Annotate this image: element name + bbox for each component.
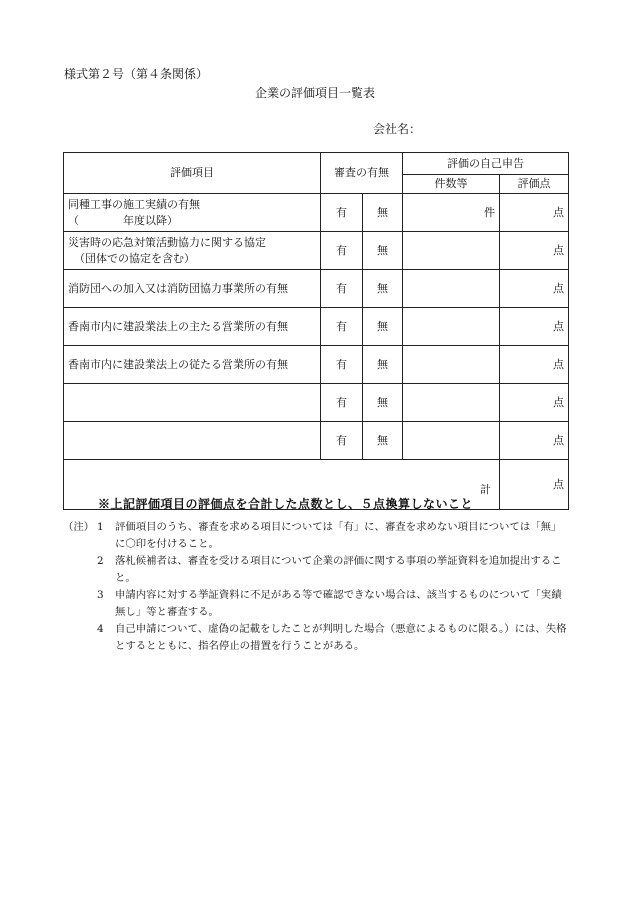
- evaluation-item-cell: [64, 270, 321, 308]
- review-no-option-text: 無: [377, 319, 388, 333]
- note-lead: [63, 553, 97, 587]
- evaluation-item-label: 香南市内に建設業法上の主たる営業所の有無: [68, 319, 288, 333]
- document-title: 企業の評価項目一覧表: [254, 86, 375, 100]
- points-cell-text: 点: [553, 243, 564, 257]
- points-cell-text: 点: [553, 319, 564, 333]
- evaluation-item-label: 香南市内に建設業法上の従たる営業所の有無: [68, 357, 288, 371]
- review-no-option[interactable]: [363, 346, 403, 384]
- evaluation-row: [64, 194, 569, 232]
- review-no-option[interactable]: [363, 308, 403, 346]
- note-lead: [63, 621, 97, 655]
- note-number: 3: [97, 589, 104, 601]
- note-text: 落札候補者は、審査を受ける項目について企業の評価に関する事項の挙証資料を追加提出すること。: [115, 555, 562, 584]
- note-item: [63, 621, 568, 655]
- review-no-option-text: 無: [377, 205, 388, 219]
- review-no-option[interactable]: [363, 270, 403, 308]
- points-cell-text: 点: [553, 281, 564, 295]
- points-cell[interactable]: [500, 308, 569, 346]
- count-cell[interactable]: [403, 194, 500, 232]
- evaluation-item-sublabel: （ 年度以降）: [68, 213, 178, 227]
- count-cell[interactable]: [403, 346, 500, 384]
- points-cell[interactable]: [500, 384, 569, 422]
- note-text: 申請内容に対する挙証資料に不足がある等で確認できない場合は、該当するものについて「実績無し」等と審査する。: [115, 589, 562, 618]
- points-cell-text: 点: [553, 395, 564, 409]
- count-cell[interactable]: [403, 232, 500, 270]
- evaluation-row: [64, 308, 569, 346]
- total-point-unit: 点: [553, 477, 564, 491]
- points-cell[interactable]: [500, 194, 569, 232]
- note-number: 4: [97, 623, 104, 635]
- review-yes-option-text: 有: [336, 395, 347, 409]
- header-points: 評価点: [500, 175, 569, 194]
- total-row: [64, 460, 569, 510]
- evaluation-table: [63, 152, 569, 510]
- evaluation-item-sublabel: （団体での協定を含む）: [74, 251, 195, 265]
- evaluation-row: [64, 232, 569, 270]
- review-no-option-text: 無: [377, 281, 388, 295]
- evaluation-item-label: 消防団への加入又は消防団協力事業所の有無: [68, 281, 288, 295]
- points-cell-text: 点: [553, 357, 564, 371]
- points-cell[interactable]: [500, 346, 569, 384]
- form-number: 様式第２号（第４条関係）: [64, 67, 209, 81]
- review-no-option-text: 無: [377, 395, 388, 409]
- header-row: [64, 153, 569, 175]
- review-yes-option[interactable]: [321, 346, 363, 384]
- review-yes-option-text: 有: [336, 319, 347, 333]
- review-no-option-text: 無: [377, 243, 388, 257]
- note-text: 自己申請について、虚偽の記載をしたことが判明した場合（悪意によるものに限る。）には、失格とするとともに、指名停止の措置を行うことがある。: [115, 623, 567, 652]
- note-item: [63, 519, 568, 553]
- review-yes-option[interactable]: [321, 270, 363, 308]
- note-number: 1: [97, 521, 104, 533]
- total-points-cell[interactable]: [500, 460, 569, 510]
- note-text: 評価項目のうち、審査を求める項目については「有」に、審査を求めない項目については「無」に〇印を付けること。: [115, 521, 562, 550]
- note-lead: （注）: [63, 521, 95, 533]
- review-yes-option[interactable]: [321, 308, 363, 346]
- total-cell: [64, 460, 500, 510]
- review-yes-option-text: 有: [336, 357, 347, 371]
- review-yes-option-text: 有: [336, 205, 347, 219]
- note-item: [63, 587, 568, 621]
- evaluation-item-cell: [64, 346, 321, 384]
- review-yes-option[interactable]: [321, 194, 363, 232]
- review-yes-option[interactable]: [321, 232, 363, 270]
- review-no-option[interactable]: [363, 422, 403, 460]
- count-cell[interactable]: [403, 308, 500, 346]
- points-cell[interactable]: [500, 422, 569, 460]
- count-cell[interactable]: [403, 384, 500, 422]
- count-cell[interactable]: [403, 422, 500, 460]
- points-cell[interactable]: [500, 270, 569, 308]
- review-yes-option-text: 有: [336, 281, 347, 295]
- review-no-option[interactable]: [363, 384, 403, 422]
- evaluation-item-cell: [64, 232, 321, 270]
- review-no-option-text: 無: [377, 433, 388, 447]
- evaluation-row: [64, 422, 569, 460]
- evaluation-item-cell: [64, 422, 321, 460]
- note-lead: [63, 587, 97, 621]
- header-count: 件数等: [403, 175, 500, 194]
- header-evaluation-item: 評価項目: [64, 153, 321, 194]
- header-review-presence: 審査の有無: [321, 153, 403, 194]
- note-item: [63, 553, 568, 587]
- review-no-option[interactable]: [363, 194, 403, 232]
- evaluation-item-label: 災害時の応急対策活動協力に関する協定: [68, 235, 266, 249]
- evaluation-row: [64, 270, 569, 308]
- count-cell[interactable]: [403, 270, 500, 308]
- evaluation-item-cell: [64, 308, 321, 346]
- total-note: ※上記評価項目の評価点を合計した点数とし、５点換算しないこと: [98, 497, 474, 511]
- total-label: 計: [480, 483, 491, 496]
- evaluation-item-label: 同種工事の施工実績の有無: [68, 197, 200, 211]
- company-name-label: 会社名：: [373, 122, 422, 136]
- count-cell-text: 件: [484, 205, 495, 219]
- points-cell-text: 点: [553, 205, 564, 219]
- header-self-report: 評価の自己申告: [403, 153, 569, 175]
- evaluation-row: [64, 384, 569, 422]
- points-cell[interactable]: [500, 232, 569, 270]
- points-cell-text: 点: [553, 433, 564, 447]
- evaluation-item-cell: [64, 194, 321, 232]
- notes-section: [63, 519, 568, 655]
- review-yes-option-text: 有: [336, 433, 347, 447]
- review-no-option-text: 無: [377, 357, 388, 371]
- note-number: 2: [97, 555, 104, 567]
- review-yes-option[interactable]: [321, 384, 363, 422]
- evaluation-item-cell: [64, 384, 321, 422]
- review-yes-option-text: 有: [336, 243, 347, 257]
- evaluation-row: [64, 346, 569, 384]
- review-no-option[interactable]: [363, 232, 403, 270]
- review-yes-option[interactable]: [321, 422, 363, 460]
